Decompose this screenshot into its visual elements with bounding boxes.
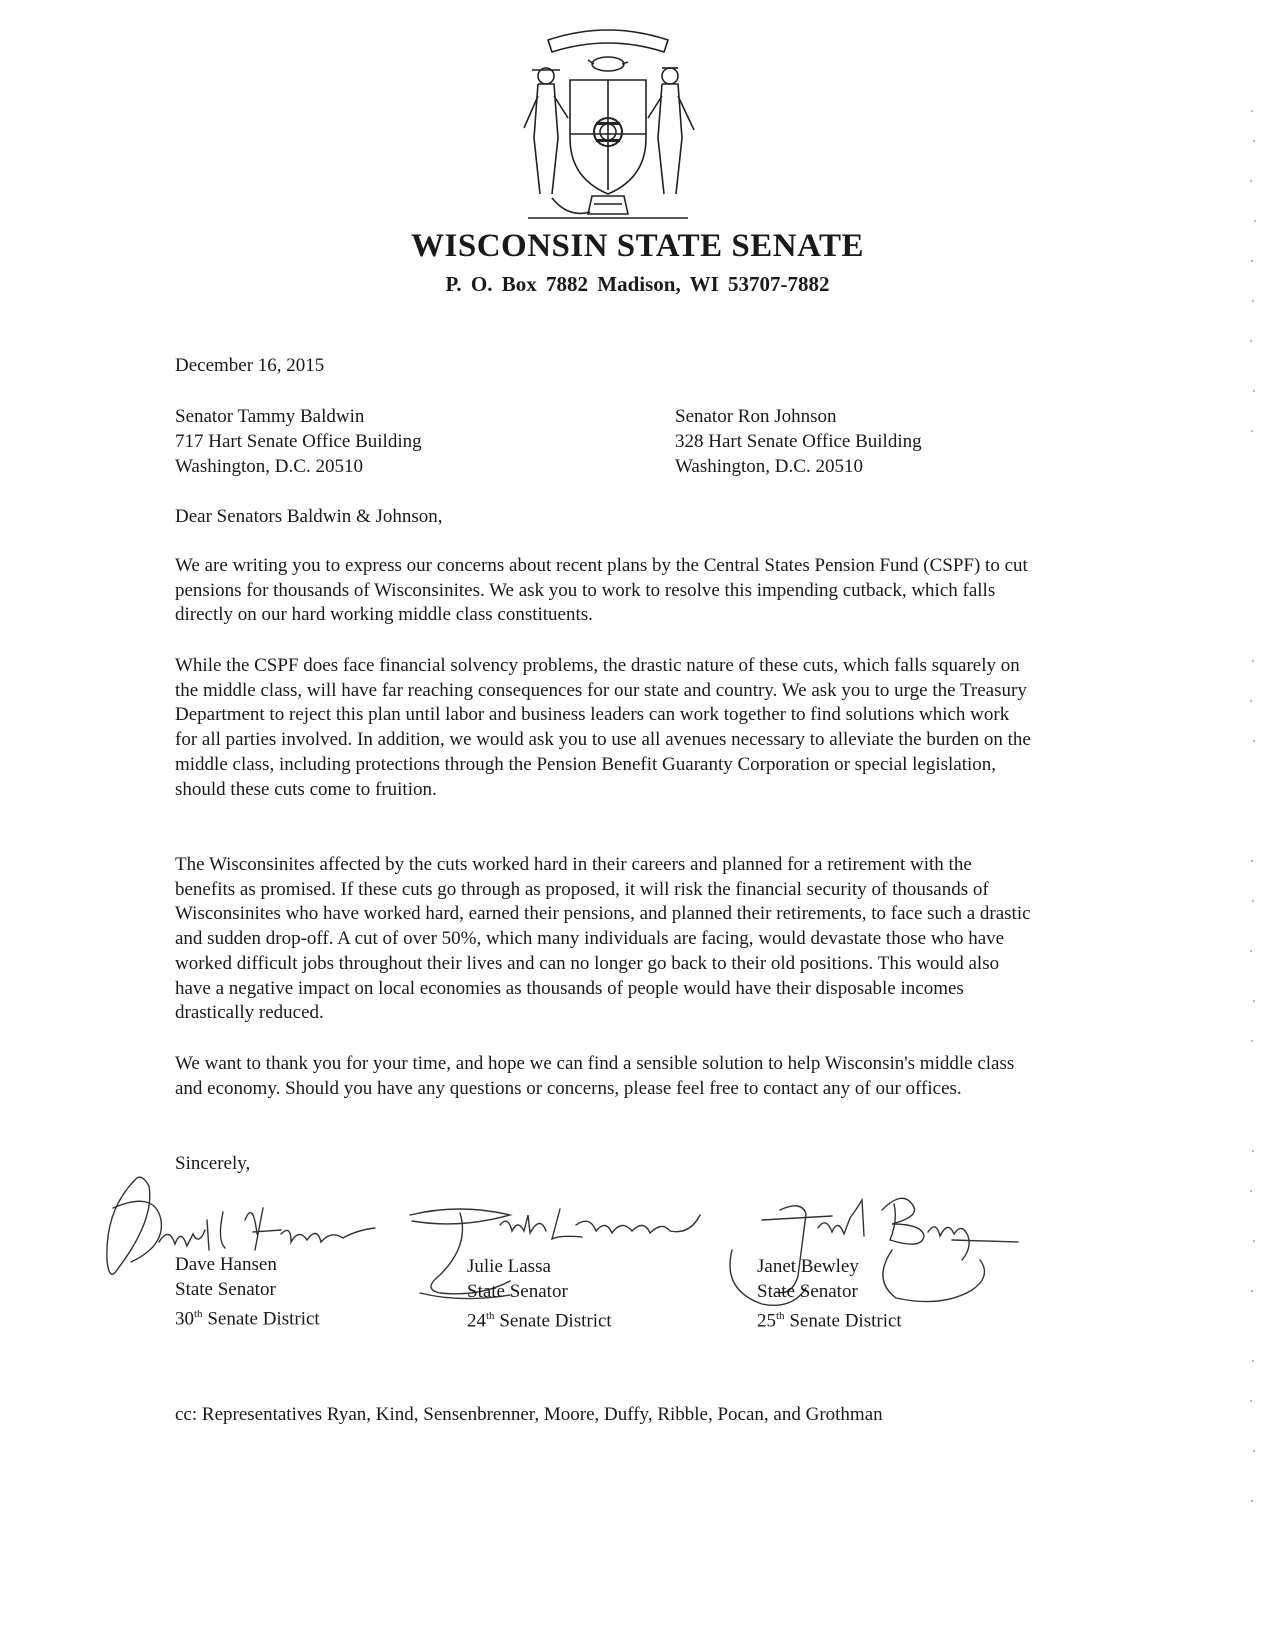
- signer-title: State Senator: [757, 1281, 858, 1302]
- cc-line: cc: Representatives Ryan, Kind, Sensenbrenner, Moore, Duffy, Ribble, Pocan, and Grothman: [175, 1404, 883, 1425]
- signer-bewley: [757, 1254, 902, 1333]
- signer-district: 24th Senate District: [467, 1310, 612, 1332]
- signer-district: 25th Senate District: [757, 1310, 902, 1332]
- recipient-office: 717 Hart Senate Office Building: [175, 431, 422, 452]
- body-paragraph-1: We are writing you to express our concerns about recent plans by the Central States Pension Fund (CSPF) to cut pensions for thousands of Wisconsinites. We ask you to work to resolve this impending cutback, which falls directly on our hard working middle class constituents.: [175, 555, 1028, 626]
- letter-date: December 16, 2015: [175, 355, 325, 376]
- signer-name: Julie Lassa: [467, 1256, 551, 1277]
- signer-lassa: [467, 1254, 612, 1333]
- closing: Sincerely,: [175, 1153, 251, 1174]
- recipient-baldwin: [175, 404, 422, 479]
- recipient-city: Washington, D.C. 20510: [675, 456, 863, 477]
- senate-title: WISCONSIN STATE SENATE: [411, 228, 864, 264]
- recipient-office: 328 Hart Senate Office Building: [675, 431, 922, 452]
- wisconsin-state-seal: [508, 18, 708, 230]
- body-paragraph-3: The Wisconsinites affected by the cuts worked hard in their careers and planned for a retirement with the benefits as promised. If these cuts go through as proposed, it will risk the financial security of thousands of Wisconsinites who have worked hard, earned their pensions, and planned their retirements, to face such a drastic and sudden drop-off. A cut of over 50%, which many individuals are facing, would devastate those who have worked difficult jobs throughout their lives and can no longer go back to their old positions. This would also have a negative impact on local economies as thousands of people would have their disposable incomes drastically reduced.: [175, 854, 1031, 1024]
- senate-address: P. O. Box 7882 Madison, WI 53707-7882: [445, 272, 830, 296]
- recipient-name: Senator Tammy Baldwin: [175, 406, 365, 427]
- signer-title: State Senator: [467, 1281, 568, 1302]
- body-paragraph-4: We want to thank you for your time, and hope we can find a sensible solution to help Wisconsin's middle class and economy. Should you have any questions or concerns, please feel free to contact any of our offices.: [175, 1053, 1015, 1099]
- scan-edge-artifacts: [1235, 100, 1275, 1550]
- signer-title: State Senator: [175, 1279, 276, 1300]
- signer-name: Dave Hansen: [175, 1254, 277, 1275]
- signer-name: Janet Bewley: [757, 1256, 859, 1277]
- signer-district: 30th Senate District: [175, 1308, 320, 1330]
- body-paragraph-2: While the CSPF does face financial solvency problems, the drastic nature of these cuts, which falls squarely on the middle class, will have far reaching consequences for our state and country. We ask you to urge the Treasury Department to reject this plan until labor and business leaders can work together to find solutions which work for all parties involved. In addition, we would ask you to use all avenues necessary to alleviate the burden on the middle class, including protections through the Pension Benefit Guaranty Corporation or special legislation, should these cuts come to fruition.: [175, 655, 1031, 800]
- recipient-johnson: [675, 404, 922, 479]
- recipient-name: Senator Ron Johnson: [675, 406, 837, 427]
- signer-hansen: [175, 1252, 320, 1331]
- recipient-city: Washington, D.C. 20510: [175, 456, 363, 477]
- salutation: Dear Senators Baldwin & Johnson,: [175, 506, 443, 527]
